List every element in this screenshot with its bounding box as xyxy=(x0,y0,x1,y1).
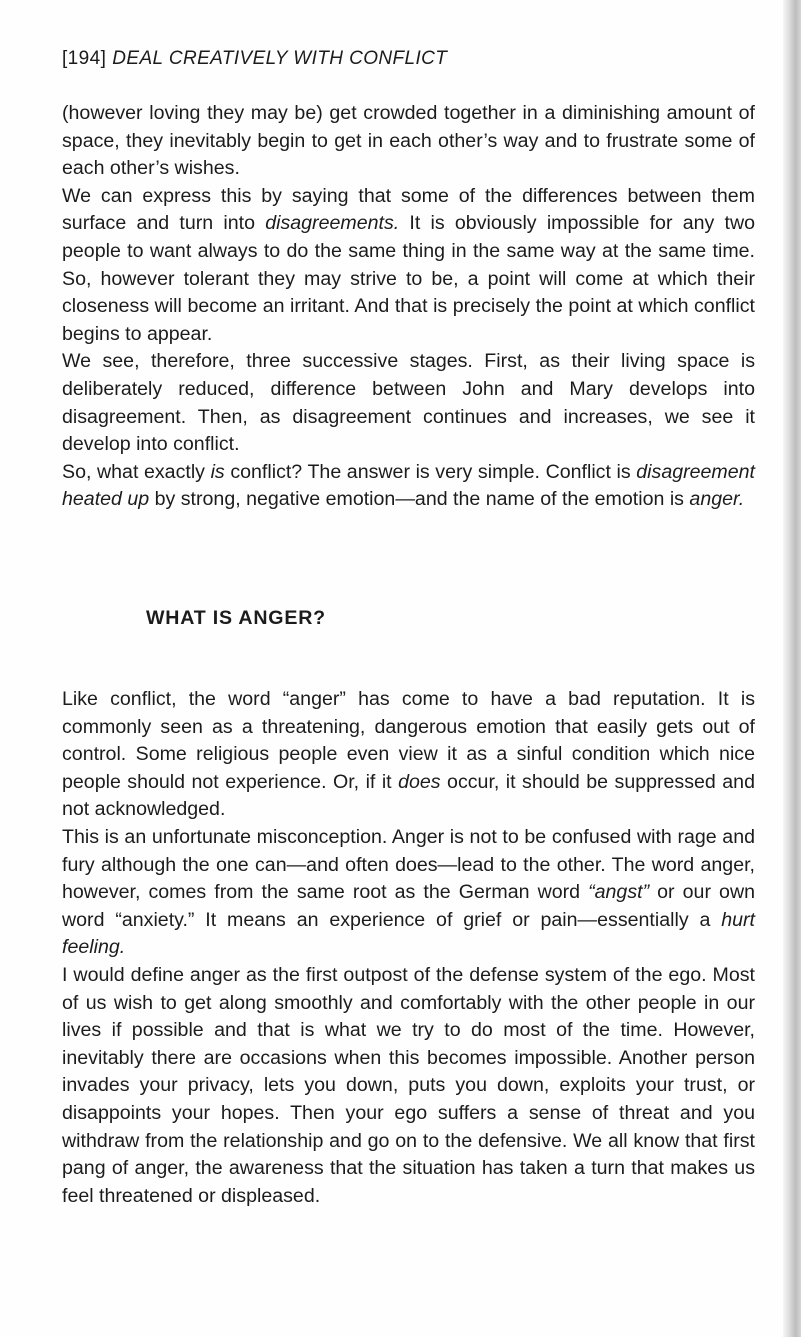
paragraph xyxy=(62,183,755,349)
body-text-section-one xyxy=(62,100,755,514)
paragraph-text: Like conflict, the word “anger” has come to have a bad reputation. It is commonly seen as a threatening, dangerous emotion that easily gets out of control. Some religious people even view it as a sinful condition which nice people should not experience. Or, if it xyxy=(62,688,755,793)
emphasis-text: does xyxy=(398,770,441,793)
emphasis-text: disagreement heated up xyxy=(62,460,755,511)
paragraph-text: We can express this by saying that some of the differences between them surface and turn into xyxy=(62,184,755,235)
paragraph xyxy=(62,100,755,183)
emphasis-text: anger. xyxy=(689,488,745,511)
paragraph-text: We see, therefore, three successive stages. First, as their living space is deliberately reduced, difference between John and Mary develops into disagreement. Then, as disagreement continues and increases, we see it develop into conflict. xyxy=(62,350,755,456)
body-text-section-two xyxy=(62,686,755,1210)
emphasis-text: disagreements. xyxy=(265,212,400,235)
emphasis-text: “angst” xyxy=(588,881,650,904)
paragraph-text: It is obviously impossible for any two people to want always to do the same thing in the same way at the same time. So, however tolerant they may strive to be, a point will come at which their closeness will become an irritant. And that is precisely the point at which conflict begins to appear. xyxy=(62,212,756,345)
paragraph-text: occur, it should be suppressed and not acknowledged. xyxy=(62,770,755,821)
paragraph xyxy=(62,348,755,458)
paragraph xyxy=(62,824,755,962)
paragraph-text: by strong, negative emotion—and the name of the emotion is xyxy=(149,488,690,511)
page-number: [194] xyxy=(62,48,107,69)
paragraph xyxy=(62,459,755,514)
emphasis-text: is xyxy=(210,460,225,483)
chapter-title: DEAL CREATIVELY WITH CONFLICT xyxy=(112,48,448,69)
paragraph-text: (however loving they may be) get crowded together in a diminishing amount of space, they inevitably begin to get in each other’s way and to frustrate some of each other’s wishes. xyxy=(62,102,755,180)
emphasis-text: hurt feeling. xyxy=(62,908,755,959)
paragraph-text: This is an unfortunate misconception. Anger is not to be confused with rage and fury although the one can—and often does—lead to the other. The word anger, however, comes from the same root as the German word xyxy=(62,825,755,904)
section-heading: WHAT IS ANGER? xyxy=(146,607,326,629)
paragraph-text: or our own word “anxiety.” It means an experience of grief or pain—essentially a xyxy=(62,881,755,931)
paragraph-text: So, what exactly xyxy=(62,460,211,483)
paragraph-text: I would define anger as the first outpost of the defense system of the ego. Most of us wish to get along smoothly and comfortably with the other people in our lives if possible and that is what we try to do most of the time. However, inevitably there are occasions when this becomes impossible. Another person invades your privacy, lets you down, puts you down, exploits your trust, or disappoints your hopes. Then your ego suffers a sense of threat and you withdraw from the relationship and go on to the defensive. We all know that first pang of anger, the awareness that the situation has taken a turn that makes us feel threatened or displeased. xyxy=(62,963,755,1207)
paragraph-text: conflict? The answer is very simple. Conflict is xyxy=(224,460,637,483)
paragraph xyxy=(62,962,755,1210)
paragraph xyxy=(62,686,755,824)
page-edge-shadow xyxy=(783,0,801,1337)
running-head xyxy=(62,48,447,70)
